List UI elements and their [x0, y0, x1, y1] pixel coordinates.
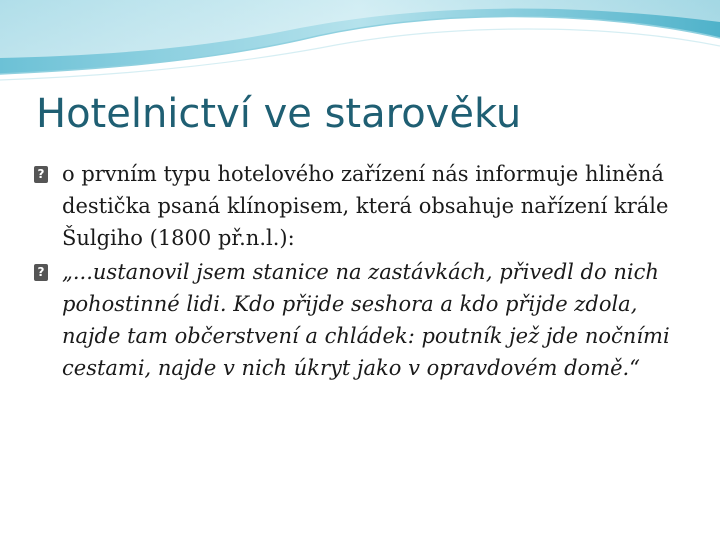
header-wave-decoration [0, 0, 720, 90]
missing-glyph-icon: ? [34, 264, 48, 281]
list-item [34, 256, 684, 384]
list-item [34, 158, 684, 254]
content-list [34, 158, 684, 386]
quote-text: „...ustanovil jsem stanice na zastávkách, přivedl do nich pohostinné lidi. Kdo přijde seshora a kdo přijde zdola, najde tam občerstvení a chládek: poutník jež jde nočními cestami, najde v nich úkryt jako v opravdovém domě.“ [62, 260, 670, 380]
slide-title: Hotelnictví ve starověku [36, 91, 522, 137]
bullet-text: o prvním typu hotelového zařízení nás informuje hliněná destička psaná klínopisem, která obsahuje nařízení krále Šulgiho (1800 př.n.l.): [62, 162, 669, 250]
missing-glyph-icon: ? [34, 166, 48, 183]
